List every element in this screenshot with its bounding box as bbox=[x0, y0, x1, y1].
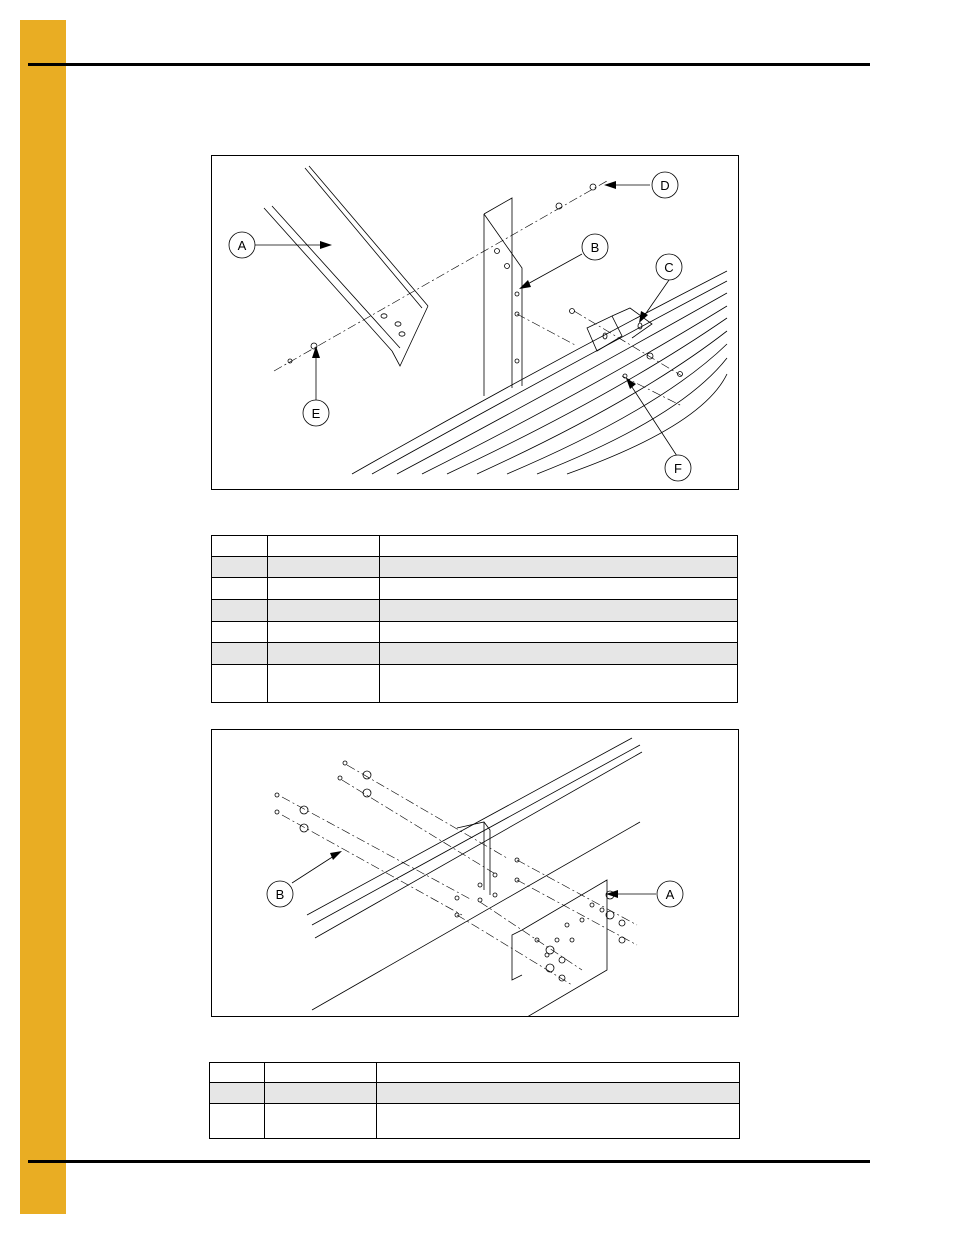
table-row bbox=[212, 578, 738, 600]
section-color-tab bbox=[20, 20, 66, 1214]
header-ref bbox=[212, 536, 268, 557]
assembly-figure-2 bbox=[211, 729, 739, 1017]
header-description bbox=[380, 536, 738, 557]
assembly-figure-1 bbox=[211, 155, 739, 490]
table-row bbox=[212, 622, 738, 643]
header-ref bbox=[210, 1063, 265, 1083]
callout-label-c: C bbox=[664, 260, 674, 275]
table-row bbox=[210, 1083, 740, 1104]
table-row bbox=[212, 600, 738, 622]
callout-label-a: A bbox=[665, 887, 675, 902]
header-part bbox=[265, 1063, 377, 1083]
header-part bbox=[268, 536, 380, 557]
parts-table-1 bbox=[211, 535, 738, 703]
header-rule bbox=[28, 63, 870, 66]
figure-1-drawing bbox=[212, 156, 738, 489]
footer-rule bbox=[28, 1160, 870, 1163]
callout-label-d: D bbox=[660, 178, 670, 193]
table-row bbox=[212, 643, 738, 665]
parts-table-2 bbox=[209, 1062, 740, 1139]
callout-label-b: B bbox=[275, 887, 285, 902]
header-description bbox=[377, 1063, 740, 1083]
table-row bbox=[212, 665, 738, 703]
callout-label-b: B bbox=[590, 240, 600, 255]
table-header-row bbox=[210, 1063, 740, 1083]
callout-label-e: E bbox=[311, 406, 321, 421]
table-header-row bbox=[212, 536, 738, 557]
table-row bbox=[212, 557, 738, 578]
callout-label-f: F bbox=[674, 461, 682, 476]
callout-label-a: A bbox=[237, 238, 247, 253]
figure-2-drawing bbox=[212, 730, 738, 1016]
table-row bbox=[210, 1104, 740, 1139]
